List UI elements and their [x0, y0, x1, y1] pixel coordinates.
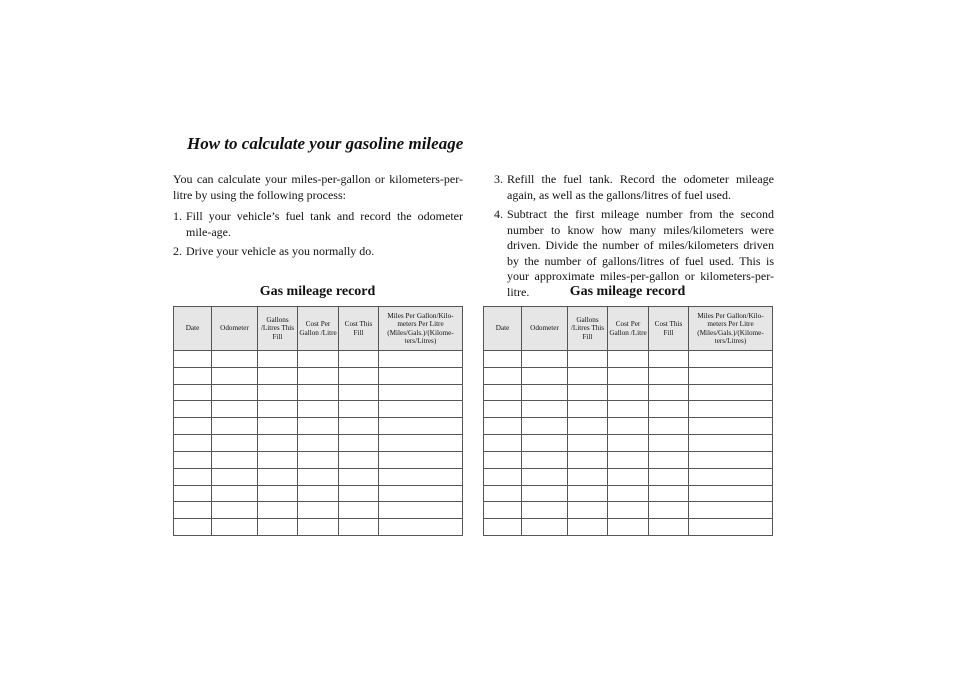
blank-cell [649, 519, 689, 536]
blank-cell [379, 418, 463, 435]
blank-cell [258, 435, 298, 452]
table-row [174, 502, 463, 519]
blank-cell [649, 351, 689, 368]
header-date: Date [174, 307, 212, 351]
header-cost-this-fill: Cost This Fill [339, 307, 379, 351]
blank-cell [649, 418, 689, 435]
blank-cell [339, 451, 379, 468]
step-number: 3. [494, 172, 503, 186]
header-cost-per-gallon: Cost Per Gallon /Litre [608, 307, 649, 351]
blank-cell [484, 384, 522, 401]
blank-cell [608, 367, 649, 384]
table-row [484, 485, 773, 502]
blank-cell [568, 418, 608, 435]
blank-cell [339, 367, 379, 384]
blank-cell [212, 451, 258, 468]
blank-cell [174, 418, 212, 435]
blank-cell [339, 502, 379, 519]
blank-cell [608, 519, 649, 536]
blank-cell [212, 468, 258, 485]
blank-cell [649, 502, 689, 519]
blank-cell [298, 519, 339, 536]
blank-cell [339, 401, 379, 418]
steps-list-right [494, 172, 774, 300]
blank-cell [212, 502, 258, 519]
blank-cell [298, 435, 339, 452]
blank-cell [484, 519, 522, 536]
table-row [174, 485, 463, 502]
blank-cell [522, 367, 568, 384]
step-text: Subtract the first mileage number from the second number to know how many miles/kilometers were driven. Divide the number of miles/kilometers driven by the number of gallons/litres of fuel used. This is your approximate miles-per-gallon or kilometers-per-litre. [507, 207, 774, 299]
blank-cell [212, 384, 258, 401]
blank-cell [568, 367, 608, 384]
blank-cell [649, 367, 689, 384]
blank-cell [379, 519, 463, 536]
step-text: Fill your vehicle’s fuel tank and record the odometer mile-age. [186, 209, 463, 239]
blank-cell [379, 435, 463, 452]
blank-cell [649, 451, 689, 468]
blank-cell [522, 351, 568, 368]
blank-cell [522, 502, 568, 519]
blank-cell [484, 485, 522, 502]
table-row [484, 451, 773, 468]
blank-cell [258, 351, 298, 368]
header-miles-per-gallon: Miles Per Gallon/Kilo-meters Per Litre (Miles/Gals.)/(Kilome-ters/Litres) [379, 307, 463, 351]
blank-cell [174, 367, 212, 384]
blank-cell [339, 418, 379, 435]
blank-cell [689, 451, 773, 468]
blank-cell [258, 519, 298, 536]
blank-cell [568, 502, 608, 519]
blank-cell [522, 519, 568, 536]
blank-cell [608, 401, 649, 418]
header-miles-per-gallon: Miles Per Gallon/Kilo-meters Per Litre (Miles/Gals.)/(Kilome-ters/Litres) [689, 307, 773, 351]
header-gallons-litres: Gallons /Litres This Fill [258, 307, 298, 351]
blank-cell [174, 401, 212, 418]
table-body [484, 351, 773, 536]
blank-cell [649, 401, 689, 418]
blank-cell [608, 351, 649, 368]
blank-cell [212, 351, 258, 368]
blank-cell [522, 485, 568, 502]
left-text-column [173, 172, 463, 264]
table-body [174, 351, 463, 536]
table-row [174, 468, 463, 485]
blank-cell [212, 418, 258, 435]
page-heading: How to calculate your gasoline mileage [187, 134, 464, 153]
blank-cell [298, 451, 339, 468]
step-text: Drive your vehicle as you normally do. [186, 244, 375, 258]
blank-cell [608, 451, 649, 468]
table-row [174, 384, 463, 401]
blank-cell [689, 384, 773, 401]
record-title-left: Gas mileage record [259, 284, 376, 299]
blank-cell [689, 351, 773, 368]
blank-cell [174, 468, 212, 485]
blank-cell [379, 401, 463, 418]
table-header-row [174, 307, 463, 351]
blank-cell [379, 485, 463, 502]
header-odometer: Odometer [522, 307, 568, 351]
blank-cell [339, 384, 379, 401]
blank-cell [298, 351, 339, 368]
blank-cell [522, 418, 568, 435]
table-row [484, 519, 773, 536]
step-text: Refill the fuel tank. Record the odometer mileage again, as well as the gallons/litres of fuel used. [507, 172, 774, 202]
blank-cell [608, 468, 649, 485]
table-row [174, 418, 463, 435]
table-row [484, 435, 773, 452]
blank-cell [568, 468, 608, 485]
blank-cell [689, 502, 773, 519]
blank-cell [689, 418, 773, 435]
mileage-record-table-left [173, 306, 463, 536]
blank-cell [174, 451, 212, 468]
blank-cell [689, 435, 773, 452]
blank-cell [298, 401, 339, 418]
table-row [484, 367, 773, 384]
blank-cell [568, 351, 608, 368]
blank-cell [689, 401, 773, 418]
table-row [484, 384, 773, 401]
blank-cell [212, 435, 258, 452]
step-number: 1. [173, 209, 182, 223]
header-gallons-litres: Gallons /Litres This Fill [568, 307, 608, 351]
table-row [484, 502, 773, 519]
table-row [174, 519, 463, 536]
table-row [484, 418, 773, 435]
blank-cell [484, 351, 522, 368]
intro-paragraph: You can calculate your miles-per-gallon or kilometers-per-litre by using the following process: [173, 172, 463, 202]
step-number: 4. [494, 207, 503, 221]
blank-cell [379, 351, 463, 368]
blank-cell [484, 451, 522, 468]
blank-cell [339, 485, 379, 502]
blank-cell [608, 435, 649, 452]
blank-cell [339, 351, 379, 368]
header-cost-per-gallon: Cost Per Gallon /Litre [298, 307, 339, 351]
blank-cell [608, 502, 649, 519]
record-title-right: Gas mileage record [569, 284, 686, 299]
blank-cell [298, 384, 339, 401]
blank-cell [689, 367, 773, 384]
blank-cell [379, 384, 463, 401]
table-header-row [484, 307, 773, 351]
blank-cell [649, 485, 689, 502]
blank-cell [568, 435, 608, 452]
blank-cell [174, 519, 212, 536]
step-item [173, 209, 463, 240]
blank-cell [212, 485, 258, 502]
blank-cell [484, 367, 522, 384]
blank-cell [258, 485, 298, 502]
blank-cell [379, 367, 463, 384]
blank-cell [379, 468, 463, 485]
table-row [174, 351, 463, 368]
blank-cell [649, 384, 689, 401]
blank-cell [608, 485, 649, 502]
blank-cell [212, 367, 258, 384]
blank-cell [258, 502, 298, 519]
blank-cell [522, 435, 568, 452]
step-number: 2. [173, 244, 182, 258]
blank-cell [258, 468, 298, 485]
blank-cell [298, 468, 339, 485]
blank-cell [174, 384, 212, 401]
mileage-record-table-right [483, 306, 773, 536]
blank-cell [258, 384, 298, 401]
header-odometer: Odometer [212, 307, 258, 351]
blank-cell [298, 485, 339, 502]
header-cost-this-fill: Cost This Fill [649, 307, 689, 351]
blank-cell [339, 468, 379, 485]
table-row [174, 451, 463, 468]
blank-cell [379, 502, 463, 519]
blank-cell [484, 502, 522, 519]
blank-cell [522, 468, 568, 485]
header-date: Date [484, 307, 522, 351]
blank-cell [484, 401, 522, 418]
table-row [174, 435, 463, 452]
blank-cell [522, 451, 568, 468]
blank-cell [568, 451, 608, 468]
blank-cell [484, 468, 522, 485]
blank-cell [649, 435, 689, 452]
blank-cell [484, 418, 522, 435]
step-item [173, 244, 463, 260]
table-row [174, 401, 463, 418]
table-row [174, 367, 463, 384]
blank-cell [298, 502, 339, 519]
blank-cell [568, 401, 608, 418]
blank-cell [339, 519, 379, 536]
blank-cell [174, 351, 212, 368]
blank-cell [258, 401, 298, 418]
blank-cell [649, 468, 689, 485]
blank-cell [484, 435, 522, 452]
step-item [494, 172, 774, 203]
steps-list-left [173, 209, 463, 260]
blank-cell [298, 418, 339, 435]
blank-cell [568, 519, 608, 536]
blank-cell [258, 367, 298, 384]
blank-cell [298, 367, 339, 384]
table-row [484, 401, 773, 418]
blank-cell [258, 451, 298, 468]
blank-cell [608, 384, 649, 401]
blank-cell [568, 384, 608, 401]
blank-cell [212, 401, 258, 418]
blank-cell [379, 451, 463, 468]
blank-cell [258, 418, 298, 435]
blank-cell [212, 519, 258, 536]
blank-cell [522, 384, 568, 401]
blank-cell [522, 401, 568, 418]
blank-cell [689, 468, 773, 485]
blank-cell [689, 485, 773, 502]
blank-cell [174, 435, 212, 452]
blank-cell [568, 485, 608, 502]
blank-cell [689, 519, 773, 536]
table-row [484, 351, 773, 368]
blank-cell [174, 502, 212, 519]
blank-cell [174, 485, 212, 502]
blank-cell [608, 418, 649, 435]
table-row [484, 468, 773, 485]
blank-cell [339, 435, 379, 452]
